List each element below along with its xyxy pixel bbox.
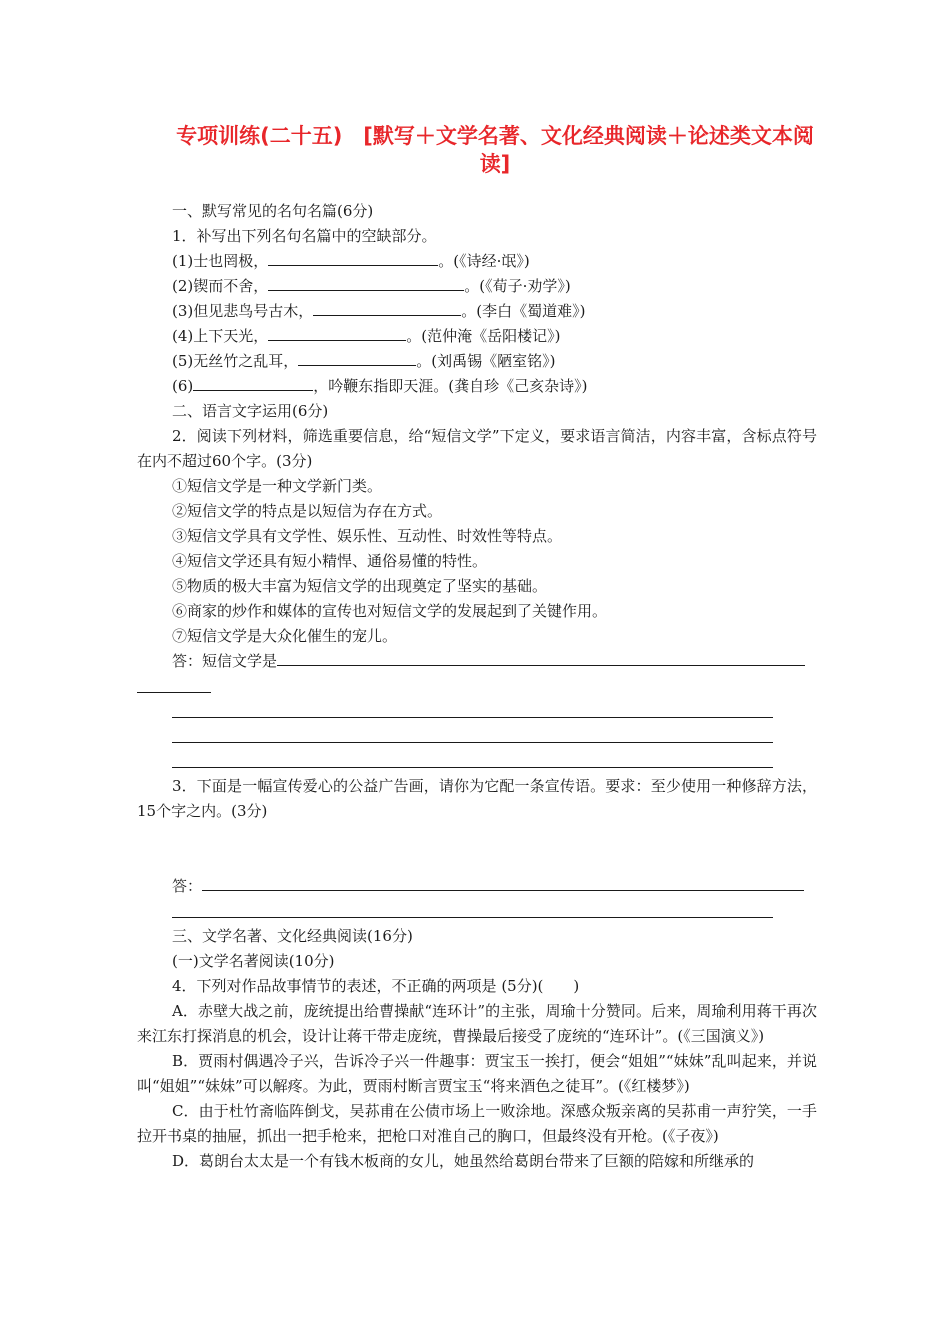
answer-blank[interactable] [268,324,406,341]
material-item-7: ⑦短信文学是大众化催生的宠儿。 [172,627,398,645]
answer-rule[interactable] [137,749,817,774]
material-item-3: ③短信文学具有文学性、娱乐性、互动性、时效性等特点。 [172,527,563,545]
fill-item-2: (2)锲而不舍， 。(《荀子·劝学》) [137,274,817,299]
page-title: 专项训练(二十五) [默写＋文学名著、文化经典阅读＋论述类文本阅读] [176,124,814,176]
answer-rule[interactable] [137,724,817,749]
fill-item-3: (3)但见悲鸟号古木， 。(李白《蜀道难》) [137,299,817,324]
fill-item-6: (6) ，吟鞭东指即天涯。(龚自珍《己亥杂诗》) [137,374,817,399]
option-a: A．赤壁大战之前，庞统提出给曹操献“连环计”的主张，周瑜十分赞同。后来，周瑜利用蒋干再次来江东打探消息的机会，设计让蒋干带走庞统，曹操最后接受了庞统的“连环计”。(《三国演义》) [137,1002,817,1045]
answer-rule[interactable] [137,899,817,924]
question-4: 4．下列对作品故事情节的表述，不正确的两项是 (5分)( ) [172,977,580,995]
answer-blank[interactable] [268,274,464,291]
material-item-6: ⑥商家的炒作和媒体的宣传也对短信文学的发展起到了关键作用。 [172,602,608,620]
section-heading-3: 三、文学名著、文化经典阅读(16分) [172,927,413,945]
material-item-4: ④短信文学还具有短小精悍、通俗易懂的特性。 [172,552,488,570]
answer-rule[interactable] [137,674,817,699]
question-3: 3．下面是一幅宣传爱心的公益广告画，请你为它配一条宣传语。要求：至少使用一种修辞方法，15个字之内。(3分) [137,777,817,820]
answer-blank[interactable] [298,349,416,366]
answer-blank[interactable] [202,874,804,891]
question-2: 2．阅读下列材料，筛选重要信息，给“短信文学”下定义，要求语言简洁，内容丰富，含标点符号在内不超过60个字。(3分) [137,427,817,470]
option-c: C．由于杜竹斋临阵倒戈，吴荪甫在公债市场上一败涂地。深感众叛亲离的吴荪甫一声狞笑，一手拉开书桌的抽屉，抓出一把手枪来，把枪口对准自己的胸口，但最终没有开枪。(《子夜》) [137,1102,817,1145]
answer-blank[interactable] [193,374,313,391]
option-b: B．贾雨村偶遇冷子兴，告诉冷子兴一件趣事：贾宝玉一挨打，便会“姐姐”“妹妹”乱叫起来，并说叫“姐姐”“妹妹”可以解疼。为此，贾雨村断言贾宝玉“将来酒色之徒耳”。(《红楼梦》) [137,1052,817,1095]
answer-rule[interactable] [137,699,817,724]
section-heading-2: 二、语言文字运用(6分) [172,402,329,420]
document-body [137,199,817,1174]
material-item-5: ⑤物质的极大丰富为短信文学的出现奠定了坚实的基础。 [172,577,548,595]
ad-picture-area [137,824,817,874]
option-d: D．葛朗台太太是一个有钱木板商的女儿，她虽然给葛朗台带来了巨额的陪嫁和所继承的 [172,1152,755,1170]
subsection-heading: (一)文学名著阅读(10分) [172,952,335,970]
answer-line-3: 答： [137,874,817,899]
fill-item-1: (1)士也罔极， 。(《诗经·氓》) [137,249,817,274]
material-item-1: ①短信文学是一种文学新门类。 [172,477,383,495]
answer-blank[interactable] [313,299,461,316]
material-item-2: ②短信文学的特点是以短信为存在方式。 [172,502,443,520]
question-1: 1．补写出下列名句名篇中的空缺部分。 [172,227,437,245]
answer-blank[interactable] [277,649,805,666]
section-heading-1: 一、默写常见的名句名篇(6分) [172,202,374,220]
fill-item-5: (5)无丝竹之乱耳， 。(刘禹锡《陋室铭》) [137,349,817,374]
answer-blank[interactable] [268,249,438,266]
answer-line-2: 答：短信文学是 [137,649,817,674]
fill-item-4: (4)上下天光， 。(范仲淹《岳阳楼记》) [137,324,817,349]
